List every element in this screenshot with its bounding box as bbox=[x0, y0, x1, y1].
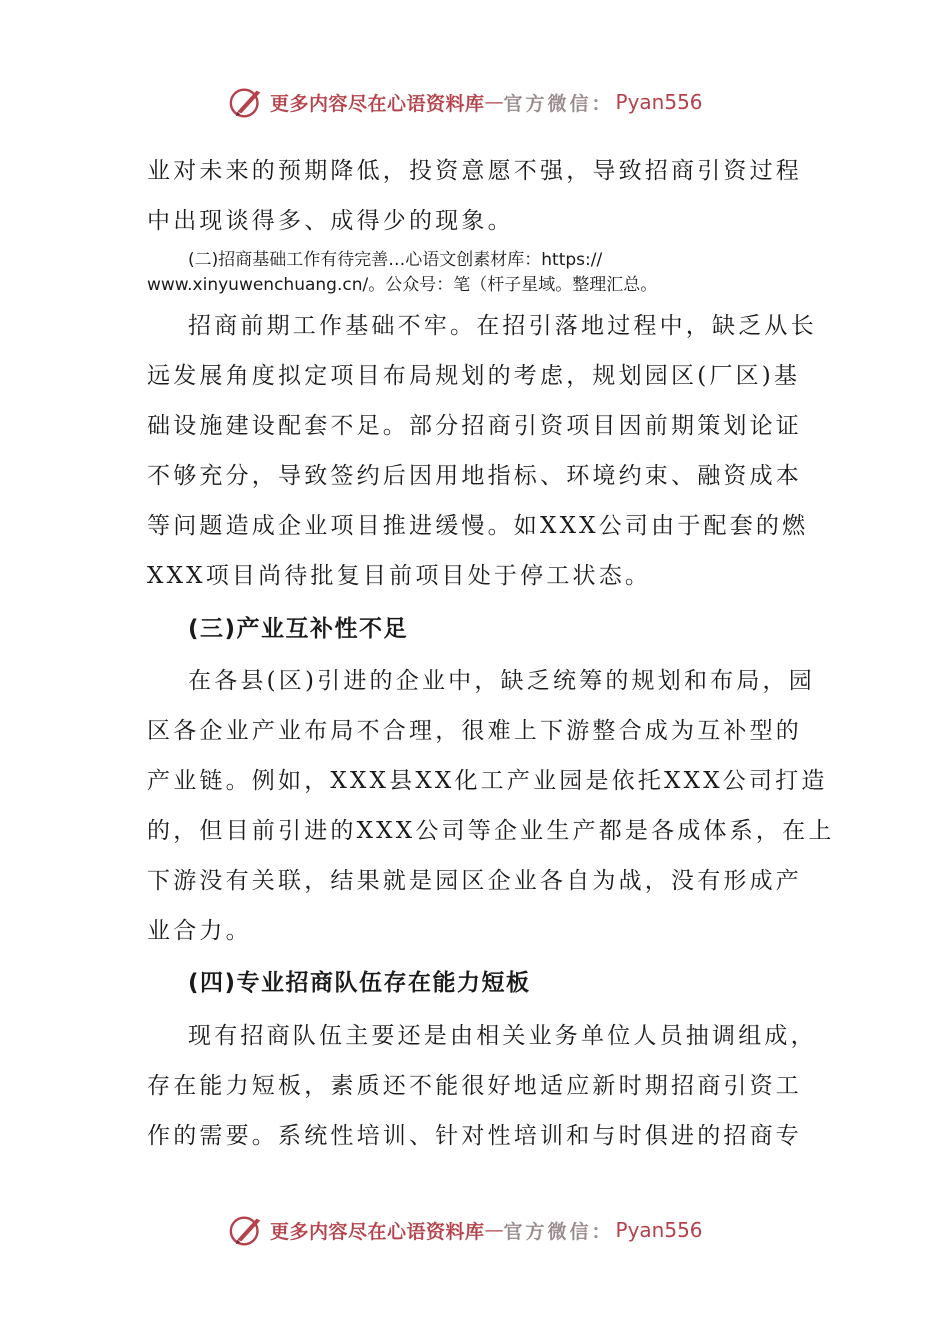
text-line: 在各县(区)引进的企业中，缺乏统筹的规划和布局，园 bbox=[188, 668, 815, 694]
banner-prefix: 更多内容尽在心语资料库 bbox=[270, 92, 485, 115]
text-line: 下游没有关联，结果就是园区企业各自为战，没有形成产 bbox=[147, 868, 802, 894]
banner-middle: 官方微信： bbox=[503, 1220, 614, 1243]
text-line: 中出现谈得多、成得少的现象。 bbox=[147, 208, 514, 234]
text-line: XXX项目尚待批复目前项目处于停工状态。 bbox=[147, 563, 652, 589]
banner-dash: — bbox=[484, 1219, 504, 1241]
text-line: 招商前期工作基础不牢。在招引落地过程中，缺乏从长 bbox=[188, 313, 817, 339]
footer-banner bbox=[228, 1208, 703, 1252]
text-line: 础设施建设配套不足。部分招商引资项目因前期策划论证 bbox=[147, 413, 802, 439]
text-line: 存在能力短板，素质还不能很好地适应新时期招商引资工 bbox=[147, 1073, 802, 1099]
text-line: 业对未来的预期降低，投资意愿不强，导致招商引资过程 bbox=[147, 158, 802, 184]
text-line: 产业链。例如，XXX县XX化工产业园是依托XXX公司打造 bbox=[147, 768, 828, 794]
banner-middle: 官方微信： bbox=[503, 92, 614, 115]
pen-logo-icon bbox=[228, 1211, 266, 1249]
header-banner bbox=[228, 80, 703, 124]
banner-wechat-id: Pyan556 bbox=[615, 1218, 703, 1242]
banner-wechat-id: Pyan556 bbox=[615, 90, 703, 114]
text-line: 的，但目前引进的XXX公司等企业生产都是各成体系，在上 bbox=[147, 818, 835, 844]
watermark-line: www.xinyuwenchuang.cn/。公众号：笔（杆子星域。整理汇总。 bbox=[147, 275, 658, 295]
text-line: 区各企业产业布局不合理，很难上下游整合成为互补型的 bbox=[147, 718, 802, 744]
text-line: 等问题造成企业项目推进缓慢。如XXX公司由于配套的燃 bbox=[147, 513, 809, 539]
text-line: 作的需要。系统性培训、针对性培训和与时俱进的招商专 bbox=[147, 1123, 802, 1149]
section-heading: (三)产业互补性不足 bbox=[188, 616, 409, 642]
section-heading: (四)专业招商队伍存在能力短板 bbox=[188, 970, 531, 996]
banner-dash: — bbox=[484, 91, 504, 113]
text-line: 现有招商队伍主要还是由相关业务单位人员抽调组成， bbox=[188, 1023, 817, 1049]
text-line: 不够充分，导致签约后因用地指标、环境约束、融资成本 bbox=[147, 463, 802, 489]
text-line: 远发展角度拟定项目布局规划的考虑，规划园区(厂区)基 bbox=[147, 363, 801, 389]
text-line: 业合力。 bbox=[147, 918, 252, 944]
watermark-line: (二)招商基础工作有待完善…心语文创素材库：https:// bbox=[188, 250, 603, 270]
pen-logo-icon bbox=[228, 83, 266, 121]
banner-prefix: 更多内容尽在心语资料库 bbox=[270, 1220, 485, 1243]
